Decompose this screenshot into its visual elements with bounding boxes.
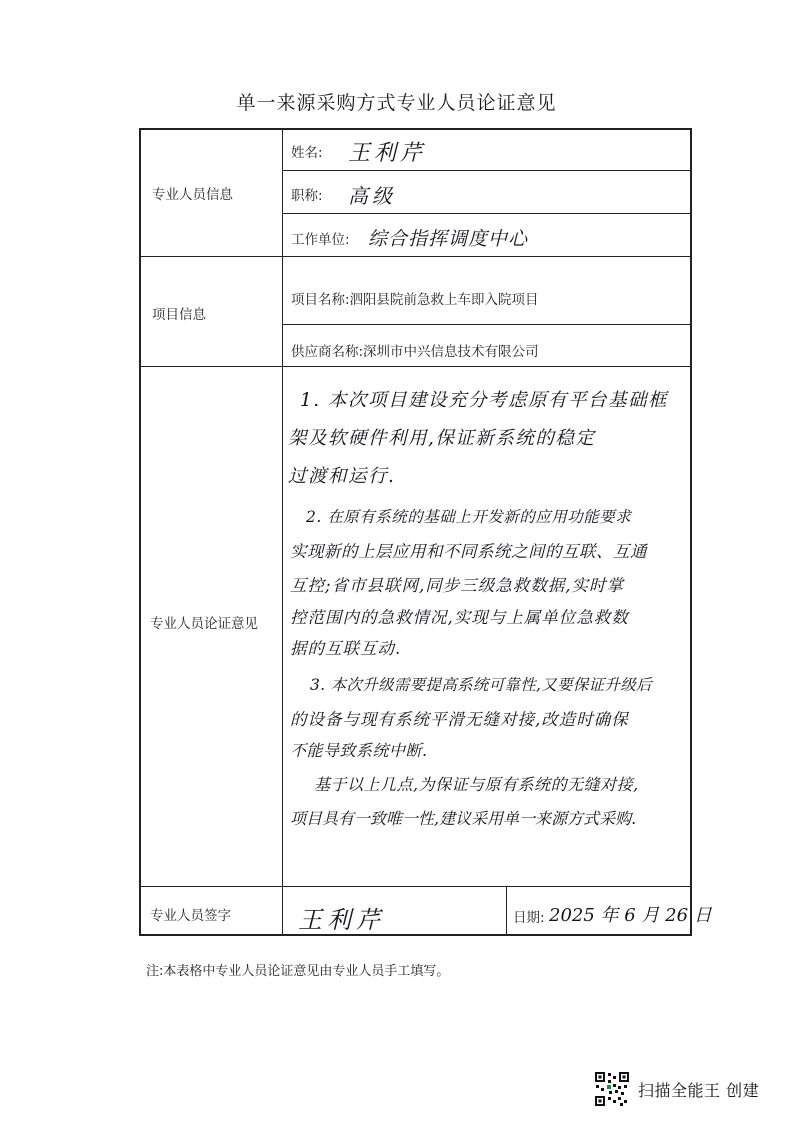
row-divider-title <box>282 213 692 214</box>
opinion-line: 互控;省市县联网,同步三级急救数据,实时掌 <box>290 576 625 595</box>
opinion-line: 实现新的上层应用和不同系统之间的互联、互通 <box>290 542 647 561</box>
project-info-label: 项目信息 <box>152 307 206 323</box>
row-divider-project <box>282 324 692 325</box>
date-cell-divider <box>506 886 507 936</box>
page-title: 单一来源采购方式专业人员论证意见 <box>236 92 557 114</box>
title-label: 职称: <box>291 188 323 204</box>
row-divider-expert-section <box>139 256 692 257</box>
row-divider-name <box>282 170 692 171</box>
supplier-name: 供应商名称:深圳市中兴信息技术有限公司 <box>291 344 539 360</box>
work-unit-label: 工作单位: <box>291 232 350 248</box>
footnote: 注:本表格中专业人员论证意见由专业人员手工填写。 <box>146 964 450 979</box>
opinion-line: 不能导致系统中断. <box>290 741 428 760</box>
qr-code-icon <box>594 1071 630 1107</box>
row-divider-project-section <box>139 366 692 367</box>
watermark-text: 扫描全能王 创建 <box>638 1080 760 1100</box>
title-value: 高级 <box>348 184 396 208</box>
opinion-line: 2. 在原有系统的基础上开发新的应用功能要求 <box>306 508 632 526</box>
project-name: 项目名称:泗阳县院前急救上车即入院项目 <box>291 292 539 308</box>
opinion-line: 的设备与现有系统平滑无缝对接,改造时确保 <box>290 710 629 729</box>
opinion-line: 基于以上几点,为保证与原有系统的无缝对接, <box>314 775 639 794</box>
opinion-line: 控范围内的急救情况,实现与上属单位急救数 <box>290 608 629 627</box>
name-value: 王利芹 <box>348 141 427 166</box>
date-value: 2025 年 6 月 26 日 <box>549 905 712 926</box>
column-divider <box>282 128 283 936</box>
table-border-bottom <box>139 934 692 936</box>
row-divider-opinion-section <box>139 886 692 887</box>
scanner-watermark <box>594 1071 759 1107</box>
opinion-label: 专业人员论证意见 <box>150 616 258 632</box>
opinion-line: 过渡和运行. <box>288 466 396 487</box>
table-border-left <box>139 128 141 936</box>
work-unit-value: 综合指挥调度中心 <box>368 228 529 250</box>
opinion-line: 3. 本次升级需要提高系统可靠性,又要保证升级后 <box>310 676 652 694</box>
signature-label: 专业人员签字 <box>150 908 231 924</box>
opinion-line: 架及软硬件利用,保证新系统的稳定 <box>288 428 596 449</box>
expert-info-label: 专业人员信息 <box>152 187 233 203</box>
date-label: 日期: <box>513 910 545 926</box>
table-border-right <box>690 128 692 936</box>
opinion-line: 1. 本次项目建设充分考虑原有平台基础框 <box>300 390 669 411</box>
opinion-line: 项目具有一致唯一性,建议采用单一来源方式采购. <box>290 809 637 828</box>
opinion-line: 据的互联互动. <box>290 639 402 658</box>
signature-value: 王利芹 <box>298 906 385 934</box>
table-border-top <box>139 128 692 130</box>
name-label: 姓名: <box>291 145 323 161</box>
